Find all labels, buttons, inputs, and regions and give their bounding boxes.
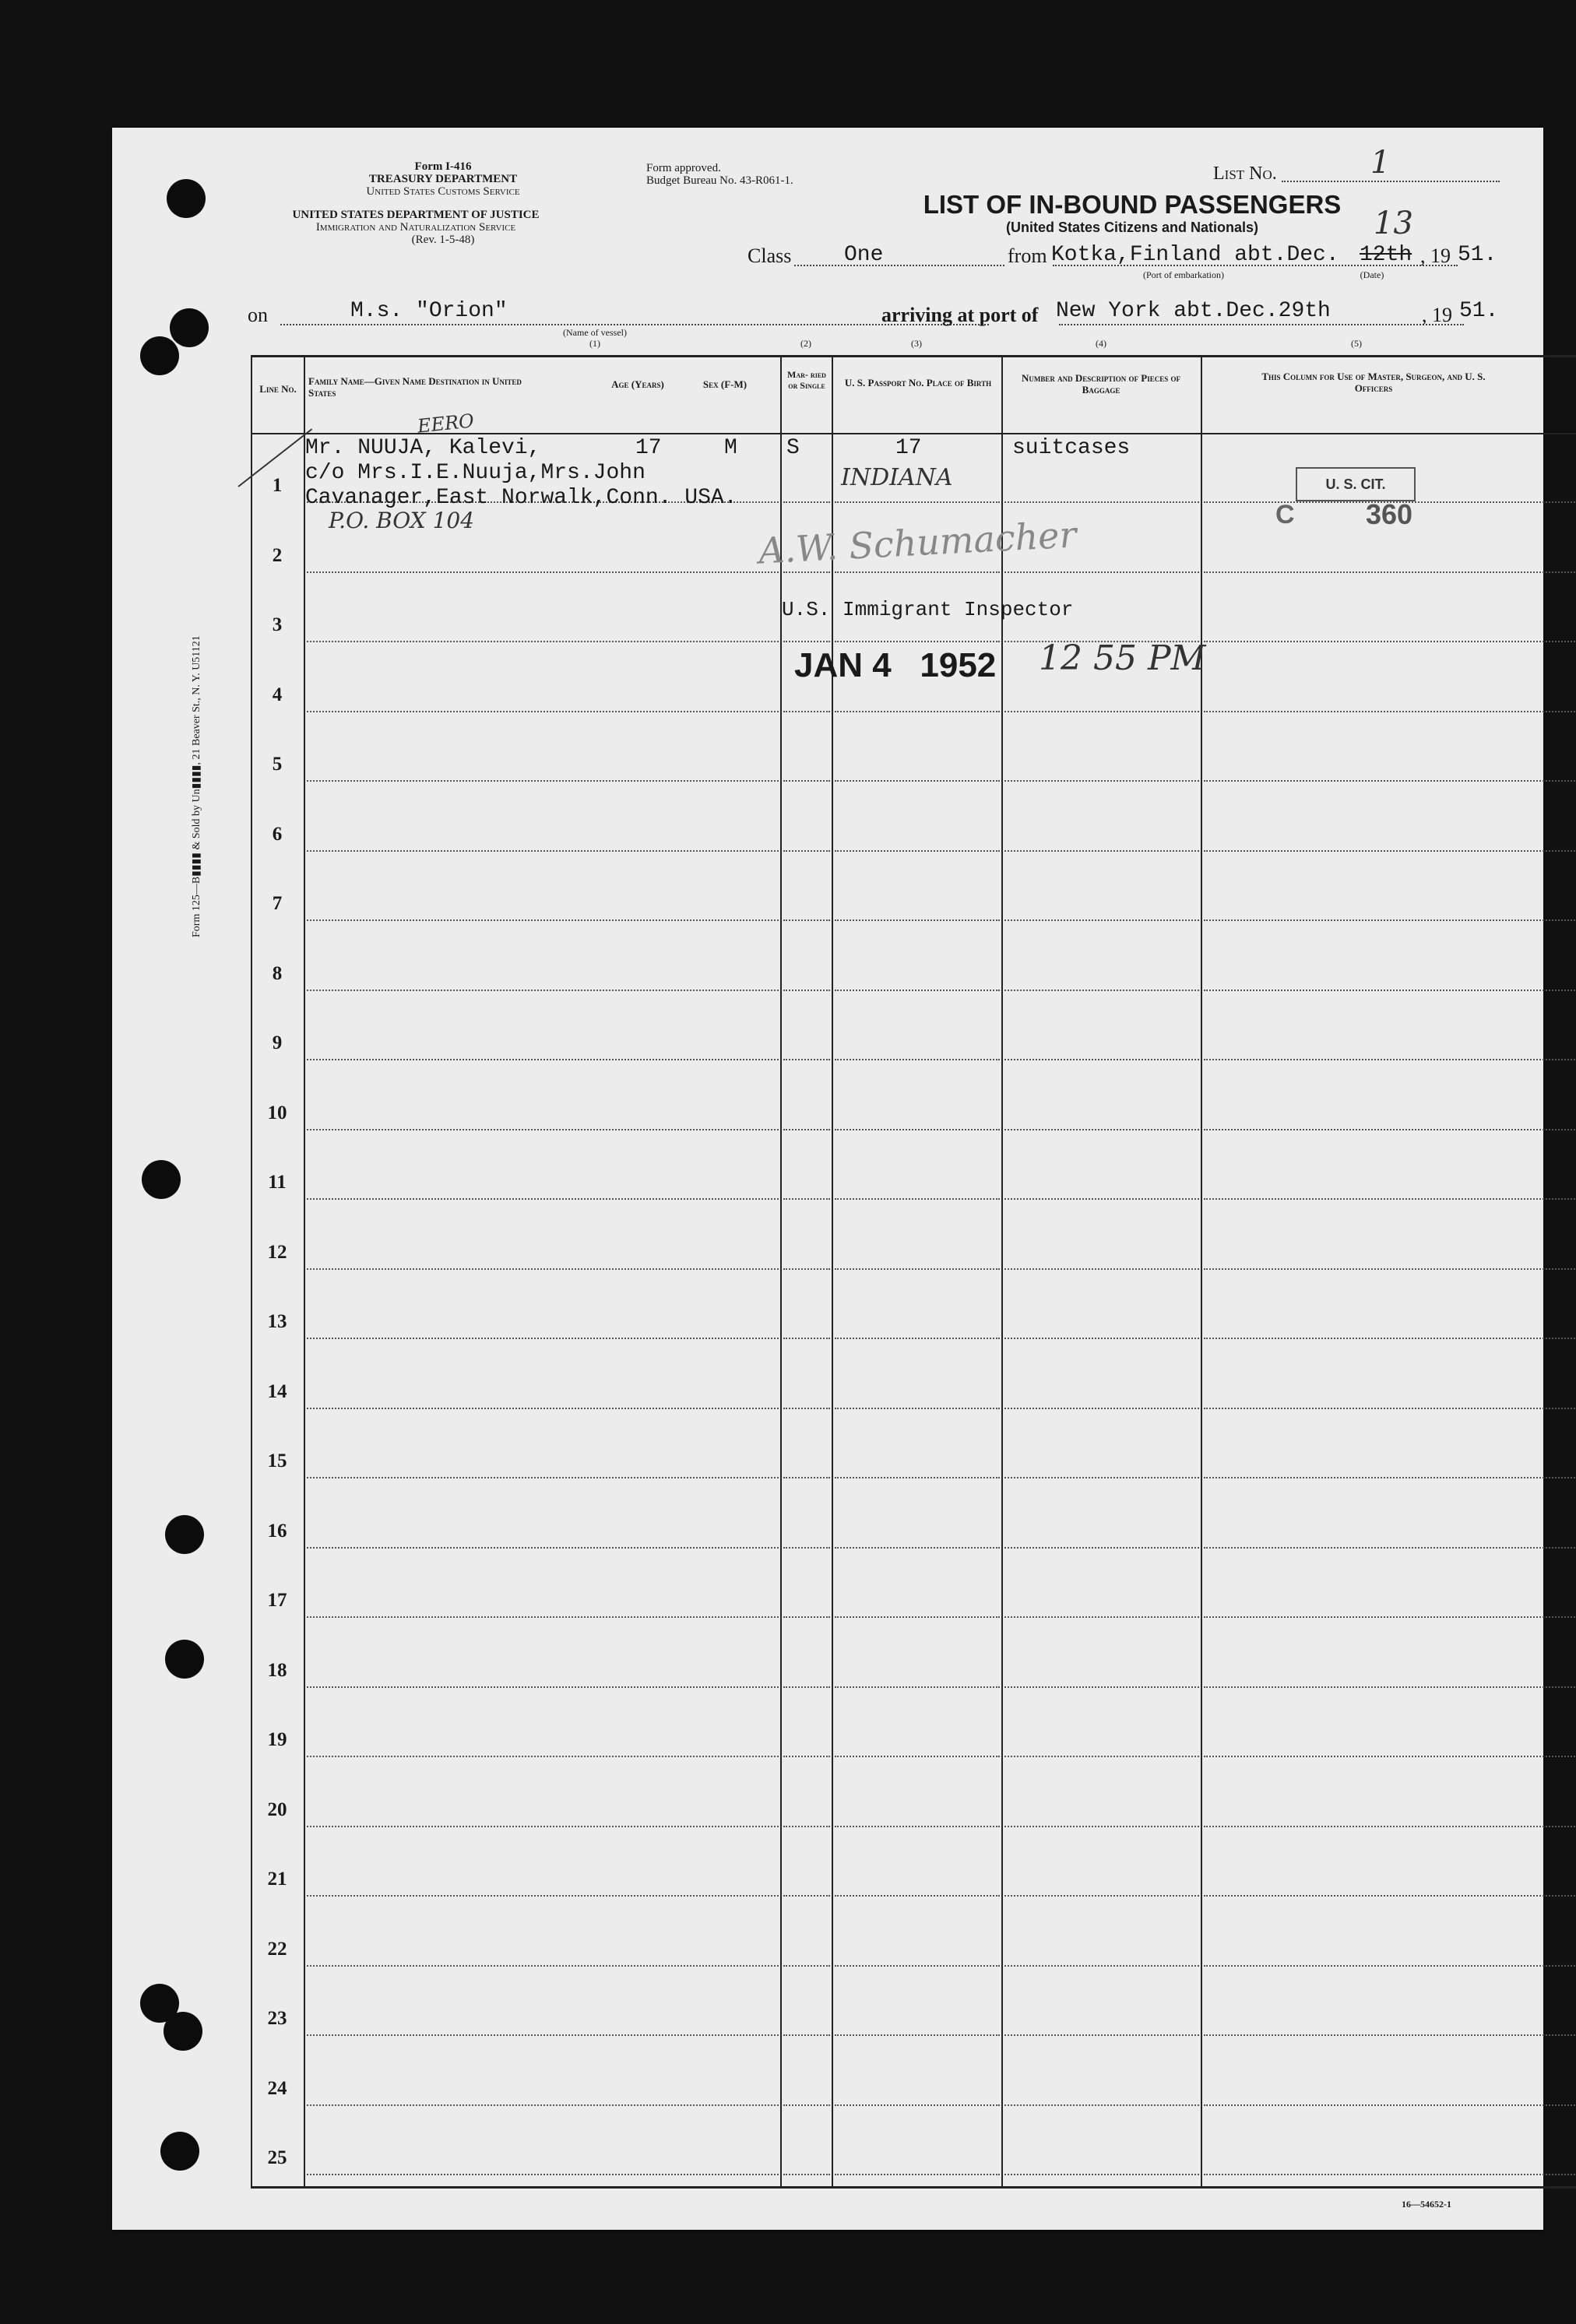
row-dotted-line [307, 1059, 779, 1060]
entry-age: 17 [635, 436, 662, 460]
from-value: Kotka,Finland abt.Dec. [1051, 243, 1339, 267]
row-dotted-line [835, 990, 1000, 991]
row-dotted-line [307, 780, 779, 782]
row-dotted-line [783, 2034, 830, 2036]
punch-hole [170, 308, 209, 347]
from-date-struck: 12th [1360, 243, 1412, 267]
row-dotted-line [307, 641, 779, 642]
form-title: LIST OF IN-BOUND PASSENGERS [923, 190, 1342, 219]
row-dotted-line [1004, 1895, 1199, 1897]
table-left-border [251, 355, 252, 2188]
header-age: Age (Years) [611, 378, 664, 390]
treasury-dept: TREASURY DEPARTMENT [368, 173, 518, 185]
row-dotted-line [835, 711, 1000, 712]
entry-name-handwritten: EERO [416, 410, 476, 438]
revision: (Rev. 1-5-48) [411, 234, 475, 246]
entry-name-line3: Cavanager,East Norwalk,Conn. USA. [305, 486, 737, 510]
row-dotted-line [1204, 1477, 1576, 1478]
row-dotted-line [1004, 990, 1199, 991]
inspection-time: 12 55 PM [1039, 638, 1206, 678]
row-dotted-line [1004, 2034, 1199, 2036]
entry-name-po-box: P.O. BOX 104 [329, 508, 475, 533]
row-dotted-line [1204, 1826, 1576, 1827]
footer-code: 16—54652-1 [1402, 2199, 1451, 2210]
row-dotted-line [1004, 1338, 1199, 1339]
table-bottom-rule [251, 2186, 1576, 2189]
row-dotted-line [1004, 1965, 1199, 1967]
punch-hole [164, 2012, 202, 2051]
row-dotted-line [783, 1616, 830, 1618]
side-print-text: Form 125—B▮▮▮▮ & Sold by Un▮▮▮▮, 21 Beaver St., N. Y. U51121 [191, 635, 202, 937]
row-dotted-line [835, 1826, 1000, 1827]
row-dotted-line [307, 1547, 779, 1549]
line-number: 6 [272, 824, 283, 845]
line-number: 24 [267, 2078, 287, 2099]
punch-hole [165, 1515, 204, 1554]
col-4-caption: (4) [1096, 338, 1106, 349]
manifest-page [112, 128, 1543, 2230]
row-dotted-line [783, 1129, 830, 1130]
row-dotted-line [307, 1338, 779, 1339]
row-dotted-line [307, 1198, 779, 1200]
row-dotted-line [835, 1686, 1000, 1688]
inspector-title: U.S. Immigrant Inspector [782, 598, 1074, 621]
row-dotted-line [1004, 2104, 1199, 2106]
row-dotted-line [783, 1268, 830, 1270]
punch-hole [142, 1160, 181, 1199]
punch-hole [165, 1640, 204, 1679]
row-dotted-line [1204, 1547, 1576, 1549]
row-dotted-line [783, 1198, 830, 1200]
budget-bureau: Budget Bureau No. 43-R061-1. [646, 174, 793, 187]
line-number: 9 [272, 1032, 283, 1053]
punch-hole [160, 2132, 199, 2171]
row-dotted-line [1204, 1756, 1576, 1757]
row-dotted-line [835, 1268, 1000, 1270]
row-dotted-line [1204, 2034, 1576, 2036]
row-dotted-line [1204, 1198, 1576, 1200]
row-dotted-line [307, 571, 779, 573]
row-dotted-line [1204, 919, 1576, 921]
row-dotted-line [783, 1059, 830, 1060]
row-dotted-line [1004, 780, 1199, 782]
from-date-correction: 13 [1374, 206, 1413, 241]
line-number: 20 [267, 1799, 287, 1820]
row-dotted-line [307, 1756, 779, 1757]
row-dotted-line [1204, 711, 1576, 712]
port-embarkation-caption: (Port of embarkation) [1143, 269, 1224, 280]
arriving-line [1059, 324, 1464, 325]
arriving-year-label: , 19 [1422, 304, 1452, 326]
header-name: Family Name—Given Name Destination in United States [308, 375, 522, 399]
row-dotted-line [1004, 2174, 1199, 2175]
row-dotted-line [307, 711, 779, 712]
date-caption: (Date) [1360, 269, 1384, 280]
inspector-signature: A.W. Schumacher [757, 513, 1078, 572]
col-3-caption: (3) [911, 338, 922, 349]
row-dotted-line [1204, 1686, 1576, 1688]
header-married: Mar- ried or Single [787, 369, 826, 391]
row-dotted-line [1004, 1686, 1199, 1688]
col-divider-line [304, 355, 305, 2188]
row-dotted-line [783, 1826, 830, 1827]
row-dotted-line [307, 1408, 779, 1409]
row-dotted-line [783, 780, 830, 782]
line-number: 23 [267, 2008, 287, 2029]
row-dotted-line [835, 1616, 1000, 1618]
row-dotted-line [1004, 1616, 1199, 1618]
line-number: 7 [272, 893, 283, 914]
row-dotted-line [307, 1268, 779, 1270]
col-divider-name [780, 355, 782, 2188]
from-label: from [1008, 244, 1047, 267]
line-number: 17 [267, 1590, 287, 1611]
line-number: 14 [267, 1381, 287, 1402]
row-dotted-line [1004, 919, 1199, 921]
row-dotted-line [307, 1826, 779, 1827]
arriving-value: New York abt.Dec.29th [1056, 299, 1331, 323]
entry-married: S [786, 436, 800, 460]
vessel-name: M.s. "Orion" [350, 299, 508, 323]
row-dotted-line [835, 919, 1000, 921]
row-dotted-line [783, 1756, 830, 1757]
row-dotted-line [835, 1756, 1000, 1757]
row-dotted-line [783, 2104, 830, 2106]
header-baggage: Number and Description of Pieces of Baggage [1022, 372, 1180, 396]
row-dotted-line [1204, 850, 1576, 852]
header-officers: This Column for Use of Master, Surgeon, and U. S. Officers [1261, 371, 1486, 394]
row-dotted-line [783, 919, 830, 921]
row-dotted-line [1004, 571, 1199, 573]
from-year-label: , 19 [1420, 244, 1451, 267]
officer-prefix: C [1275, 500, 1295, 529]
line-number: 5 [272, 754, 283, 775]
arriving-year: 51. [1459, 299, 1499, 323]
inspection-date-stamp: JAN 4 1952 [794, 646, 997, 684]
row-dotted-line [1004, 850, 1199, 852]
row-dotted-line [835, 1198, 1000, 1200]
row-dotted-line [1004, 711, 1199, 712]
arriving-label: arriving at port of [881, 304, 1039, 326]
row-dotted-line [1004, 501, 1199, 503]
row-dotted-line [835, 501, 1000, 503]
row-dotted-line [783, 850, 830, 852]
row-dotted-line [1204, 1268, 1576, 1270]
row-dotted-line [1204, 2174, 1576, 2175]
row-dotted-line [1004, 1059, 1199, 1060]
list-no-label: List No. [1213, 163, 1277, 184]
line-number: 22 [267, 1939, 287, 1960]
row-dotted-line [1004, 1408, 1199, 1409]
line-number: 18 [267, 1660, 287, 1681]
officer-stamp: U. S. CIT. [1296, 467, 1416, 501]
line-number: 21 [267, 1869, 287, 1890]
row-dotted-line [1204, 1965, 1576, 1967]
class-line [794, 265, 1004, 266]
table-top-rule [251, 355, 1576, 357]
line-number: 12 [267, 1242, 287, 1263]
row-dotted-line [1004, 1826, 1199, 1827]
row-dotted-line [783, 1895, 830, 1897]
row-dotted-line [307, 1129, 779, 1130]
row-dotted-line [783, 501, 830, 503]
row-dotted-line [835, 1129, 1000, 1130]
row-dotted-line [1204, 1408, 1576, 1409]
row-dotted-line [307, 2104, 779, 2106]
col-divider-baggage [1201, 355, 1202, 2188]
class-value: One [844, 243, 884, 267]
row-dotted-line [783, 571, 830, 573]
entry-sex: M [724, 436, 737, 460]
row-dotted-line [835, 1408, 1000, 1409]
line-number: 3 [272, 614, 283, 635]
col-5-caption: (5) [1351, 338, 1362, 349]
row-dotted-line [783, 1408, 830, 1409]
row-dotted-line [835, 2104, 1000, 2106]
row-dotted-line [1204, 1338, 1576, 1339]
on-label: on [248, 304, 268, 326]
customs-service: United States Customs Service [366, 185, 520, 198]
col-divider-married [832, 355, 833, 2188]
entry-baggage: suitcases [1012, 436, 1131, 460]
entry-passport: 17 [895, 436, 922, 460]
row-dotted-line [835, 780, 1000, 782]
officer-number: 360 [1366, 498, 1413, 530]
punch-hole [167, 179, 206, 218]
row-dotted-line [835, 641, 1000, 642]
row-dotted-line [1004, 1129, 1199, 1130]
form-number: Form I-416 [414, 160, 472, 173]
col-2-caption: (2) [800, 338, 811, 349]
row-dotted-line [783, 641, 830, 642]
row-dotted-line [307, 1616, 779, 1618]
col-divider-passport [1001, 355, 1003, 2188]
row-dotted-line [307, 1965, 779, 1967]
entry-birth-place: INDIANA [841, 464, 953, 491]
header-sex: Sex (F-M) [702, 378, 748, 390]
row-dotted-line [835, 2034, 1000, 2036]
row-dotted-line [783, 1477, 830, 1478]
row-dotted-line [1004, 1547, 1199, 1549]
from-year: 51. [1458, 243, 1497, 267]
row-dotted-line [1204, 1616, 1576, 1618]
form-subtitle: (United States Citizens and Nationals) [1005, 220, 1259, 235]
row-dotted-line [307, 1895, 779, 1897]
form-approved: Form approved. [646, 162, 721, 174]
line-number: 10 [267, 1102, 287, 1123]
row-dotted-line [783, 1965, 830, 1967]
row-dotted-line [783, 1547, 830, 1549]
line-number: 16 [267, 1521, 287, 1542]
row-dotted-line [835, 2174, 1000, 2175]
line-number: 8 [272, 963, 283, 984]
row-dotted-line [307, 1477, 779, 1478]
row-dotted-line [1004, 1756, 1199, 1757]
row-dotted-line [307, 2034, 779, 2036]
ins-service: Immigration and Naturalization Service [315, 221, 516, 234]
col-1-caption: (1) [589, 338, 600, 349]
line-number: 19 [267, 1729, 287, 1750]
row-dotted-line [1204, 1059, 1576, 1060]
row-dotted-line [835, 1547, 1000, 1549]
list-no-line [1282, 181, 1500, 182]
row-dotted-line [307, 1686, 779, 1688]
row-dotted-line [1004, 1268, 1199, 1270]
row-dotted-line [1204, 571, 1576, 573]
row-dotted-line [835, 850, 1000, 852]
line-number: 4 [272, 684, 283, 705]
entry-name-line2: c/o Mrs.I.E.Nuuja,Mrs.John [305, 461, 646, 485]
line-number: 15 [267, 1450, 287, 1471]
row-dotted-line [307, 990, 779, 991]
line-number: 1 [272, 475, 283, 496]
entry-name-line1: Mr. NUUJA, Kalevi, [305, 436, 541, 460]
header-passport: U. S. Passport No. Place of Birth [844, 377, 992, 389]
row-dotted-line [835, 571, 1000, 573]
row-dotted-line [1204, 1895, 1576, 1897]
class-label: Class [748, 244, 792, 267]
row-dotted-line [835, 1338, 1000, 1339]
row-dotted-line [307, 919, 779, 921]
row-dotted-line [835, 1477, 1000, 1478]
list-no-value: 1 [1370, 145, 1391, 181]
vessel-caption: (Name of vessel) [563, 327, 627, 338]
row-dotted-line [835, 1895, 1000, 1897]
row-dotted-line [783, 711, 830, 712]
row-dotted-line [1204, 1129, 1576, 1130]
row-dotted-line [835, 1059, 1000, 1060]
header-line-no: Line No. [259, 383, 297, 395]
punch-hole [140, 336, 179, 375]
row-dotted-line [1204, 641, 1576, 642]
row-dotted-line [1204, 990, 1576, 991]
row-dotted-line [1204, 2104, 1576, 2106]
row-dotted-line [1204, 780, 1576, 782]
row-dotted-line [783, 1686, 830, 1688]
line-number: 13 [267, 1311, 287, 1332]
row-dotted-line [783, 990, 830, 991]
row-dotted-line [783, 2174, 830, 2175]
line-number: 25 [267, 2147, 287, 2168]
row-dotted-line [307, 2174, 779, 2175]
line-number: 2 [272, 545, 283, 566]
row-dotted-line [1004, 1477, 1199, 1478]
row-dotted-line [783, 1338, 830, 1339]
row-dotted-line [835, 1965, 1000, 1967]
justice-dept: UNITED STATES DEPARTMENT OF JUSTICE [292, 209, 540, 221]
row-dotted-line [307, 850, 779, 852]
line-number: 11 [268, 1172, 287, 1193]
row-dotted-line [1004, 1198, 1199, 1200]
